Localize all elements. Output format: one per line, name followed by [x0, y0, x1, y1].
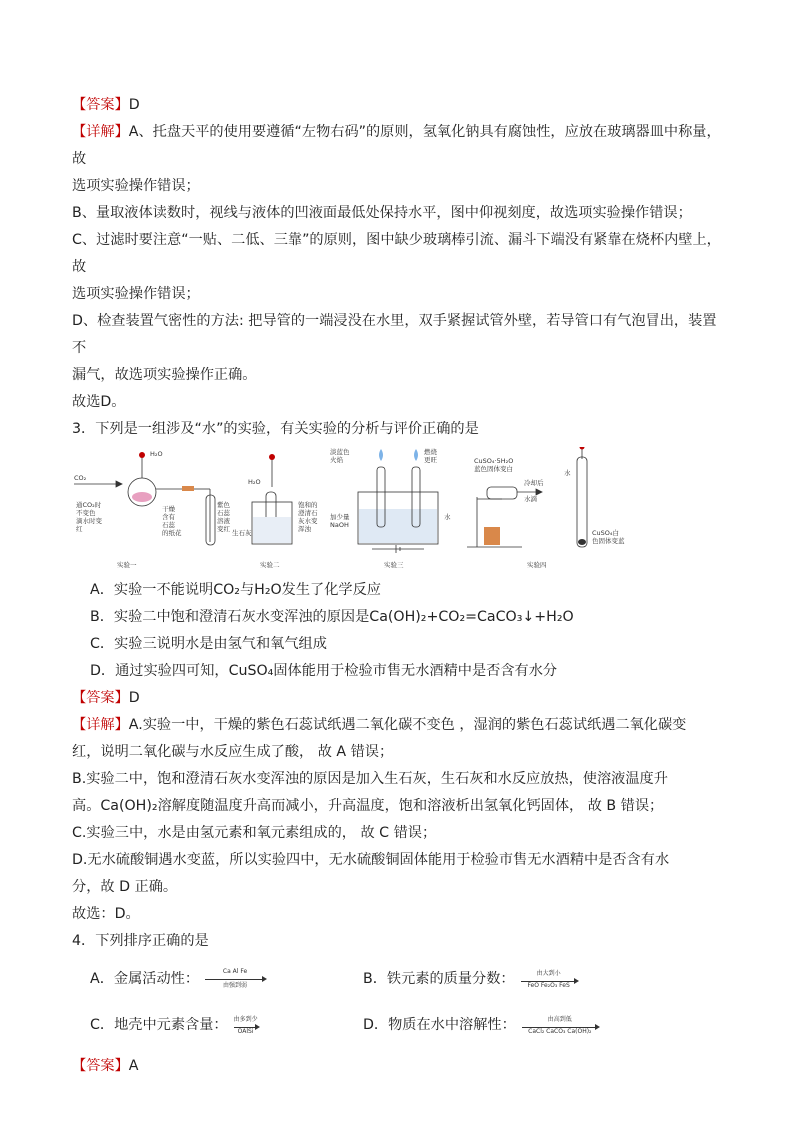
q3-detail-b-cont: 高。Ca(OH)₂溶解度随温度升高而减小，升高温度，饱和溶液析出氢氧化钙固体， 故 B 错误； [72, 798, 664, 814]
q2-detail-d-cont: 漏气，故选项实验操作正确。 [72, 367, 257, 383]
q4-option-b: B．铁元素的质量分数： 由大到小 FeO Fe₂O₃ FeS [363, 955, 618, 1001]
label-drops: 水滴 [524, 495, 537, 503]
q4-options-row-2 [72, 1001, 722, 1047]
experiment-diagram [72, 447, 722, 571]
svg-text:变红: 变红 [217, 525, 230, 533]
q2-answer [72, 92, 722, 119]
label-water-3: 水 [444, 513, 451, 521]
svg-text:不变色: 不变色 [76, 509, 96, 517]
q2-choose: 故选D。 [72, 394, 126, 410]
svg-text:石蕊: 石蕊 [217, 509, 230, 517]
svg-text:滴水时变: 滴水时变 [76, 517, 102, 525]
detail-tag: 【详解】 [72, 717, 129, 733]
q3-choose: 故选：D。 [72, 906, 140, 922]
svg-text:红: 红 [76, 525, 83, 533]
svg-text:NaOH: NaOH [330, 521, 349, 529]
q3-stem: 3．下列是一组涉及“水”的实验，有关实验的分析与评价正确的是 [72, 421, 479, 437]
q3-detail-d-cont: 分，故 D 正确。 [72, 879, 178, 895]
svg-text:CuSO₄·5H₂O: CuSO₄·5H₂O [474, 457, 514, 465]
q4-option-c: C．地壳中元素含量： 由多到少 OAlSi [90, 1015, 258, 1035]
q4-options-row-1 [72, 955, 722, 1001]
arrow-line [205, 975, 265, 980]
answer-value: D [128, 690, 140, 706]
svg-text:紫色: 紫色 [217, 501, 230, 509]
svg-text:的纸花: 的纸花 [162, 529, 182, 537]
svg-text:饱和的: 饱和的 [298, 501, 318, 509]
q4-option-d: D．物质在水中溶解性： 由高到低 CaCl₂ CaCO₃ Ca(OH)₂ [363, 1001, 618, 1047]
caption-exp1: 实验一 [117, 561, 137, 569]
document-page [72, 92, 722, 1080]
svg-text:灰水变: 灰水变 [298, 517, 318, 525]
q3-detail-a: 【详解】A.实验一中，干燥的紫色石蕊试纸遇二氧化碳不变色 ，湿润的紫色石蕊试纸遇二氧化碳变 [72, 717, 687, 733]
q4-stem: 4．下列排序正确的是 [72, 933, 209, 949]
answer-tag: 【答案】 [72, 690, 129, 706]
arrow-c: 由多到少 OAlSi [233, 1015, 258, 1035]
q2-detail-a: 【详解】A、托盘天平的使用要遵循“左物右码”的原则，氢氧化钠具有腐蚀性，应放在玻璃器皿中称量，故 [72, 124, 721, 167]
q2-detail-b: B、量取液体读数时，视线与液体的凹液面最低处保持水平，图中仰视刻度，故选项实验操作错误； [72, 205, 692, 221]
svg-text:溶液: 溶液 [217, 517, 230, 525]
q2-detail-d: D、检查装置气密性的方法: 把导管的一端浸没在水里，双手紧握试管外壁，若导管口有气泡冒出，装置不 [72, 313, 717, 356]
answer-tag: 【答案】 [72, 97, 129, 113]
svg-text:色固体变蓝: 色固体变蓝 [592, 537, 625, 545]
caption-exp4: 实验四 [527, 561, 547, 569]
svg-text:火焰: 火焰 [330, 456, 343, 464]
q3-answer [72, 685, 722, 712]
q3-detail-b: B.实验二中，饱和澄清石灰水变浑浊的原因是加入生石灰，生石灰和水反应放热，使溶液温度升 [72, 771, 668, 787]
experiment-figure [72, 447, 722, 571]
svg-text:浑浊: 浑浊 [298, 525, 311, 533]
q3-option-b: B．实验二中饱和澄清石灰水变浑浊的原因是Ca(OH)₂+CO₂=CaCO₃↓+H₂O [90, 609, 574, 625]
q3-option-c: C．实验三说明水是由氢气和氧气组成 [90, 636, 327, 652]
svg-text:加少量: 加少量 [330, 513, 350, 521]
svg-text:更旺: 更旺 [424, 456, 437, 464]
q3-detail-d: D.无水硫酸铜遇水变蓝，所以实验四中，无水硫酸铜固体能用于检验市售无水酒精中是否含有水 [72, 852, 670, 868]
detail-tag: 【详解】 [72, 124, 129, 140]
svg-text:澄清石: 澄清石 [298, 509, 318, 517]
svg-text:干燥: 干燥 [162, 505, 175, 513]
answer-value: A [128, 1058, 139, 1074]
exp3-apparatus [358, 449, 438, 553]
arrow-line [522, 1023, 598, 1028]
arrow-a: Ca Al Fe 由强到弱 [205, 968, 265, 989]
exp1-apparatus [74, 452, 215, 545]
q3-option-a: A．实验一不能说明CO₂与H₂O发生了化学反应 [90, 582, 381, 598]
label-lime: 生石灰 [232, 529, 252, 537]
svg-text:石蕊: 石蕊 [162, 521, 175, 529]
answer-value: D [128, 97, 140, 113]
label-h2o: H₂O [150, 450, 163, 458]
exp2-apparatus [252, 454, 292, 544]
label-water-4: 水 [564, 469, 571, 477]
arrow-d: 由高到低 CaCl₂ CaCO₃ Ca(OH)₂ [522, 1014, 598, 1035]
q3-detail-a-cont: 红，说明二氧化碳与水反应生成了酸， 故 A 错误； [72, 744, 394, 760]
q2-detail-c-cont: 选项实验操作错误； [72, 286, 200, 302]
q2-detail-a-cont: 选项实验操作错误； [72, 178, 200, 194]
answer-tag: 【答案】 [72, 1058, 129, 1074]
q4-answer [72, 1053, 722, 1080]
q3-detail-c: C.实验三中，水是由氢元素和氧元素组成的， 故 C 错误； [72, 825, 437, 841]
q4-option-a: A．金属活动性： Ca Al Fe 由强到弱 [90, 955, 345, 1001]
svg-text:CuSO₄白: CuSO₄白 [592, 529, 620, 537]
caption-exp3: 实验三 [384, 561, 404, 569]
arrow-line [234, 1023, 258, 1028]
label-h2o-2: H₂O [248, 478, 261, 486]
label-co2: CO₂ [74, 474, 87, 482]
svg-text:燃烧: 燃烧 [424, 448, 437, 456]
q3-option-d: D．通过实验四可知，CuSO₄固体能用于检验市售无水酒精中是否含有水分 [90, 663, 558, 679]
arrow-b: 由大到小 FeO Fe₂O₃ FeS [521, 968, 577, 989]
label-cool: 冷却后 [524, 479, 544, 487]
arrow-line [521, 977, 577, 982]
svg-text:蓝色固体变白: 蓝色固体变白 [474, 465, 513, 473]
q2-detail-c: C、过滤时要注意“一贴、二低、三靠”的原则，图中缺少玻璃棒引流、漏斗下端没有紧靠在烧杯内壁上，故 [72, 232, 721, 275]
svg-text:淡蓝色: 淡蓝色 [330, 448, 350, 456]
svg-text:通CO₂时: 通CO₂时 [76, 501, 102, 509]
svg-text:含有: 含有 [162, 513, 175, 521]
caption-exp2: 实验二 [260, 561, 280, 569]
